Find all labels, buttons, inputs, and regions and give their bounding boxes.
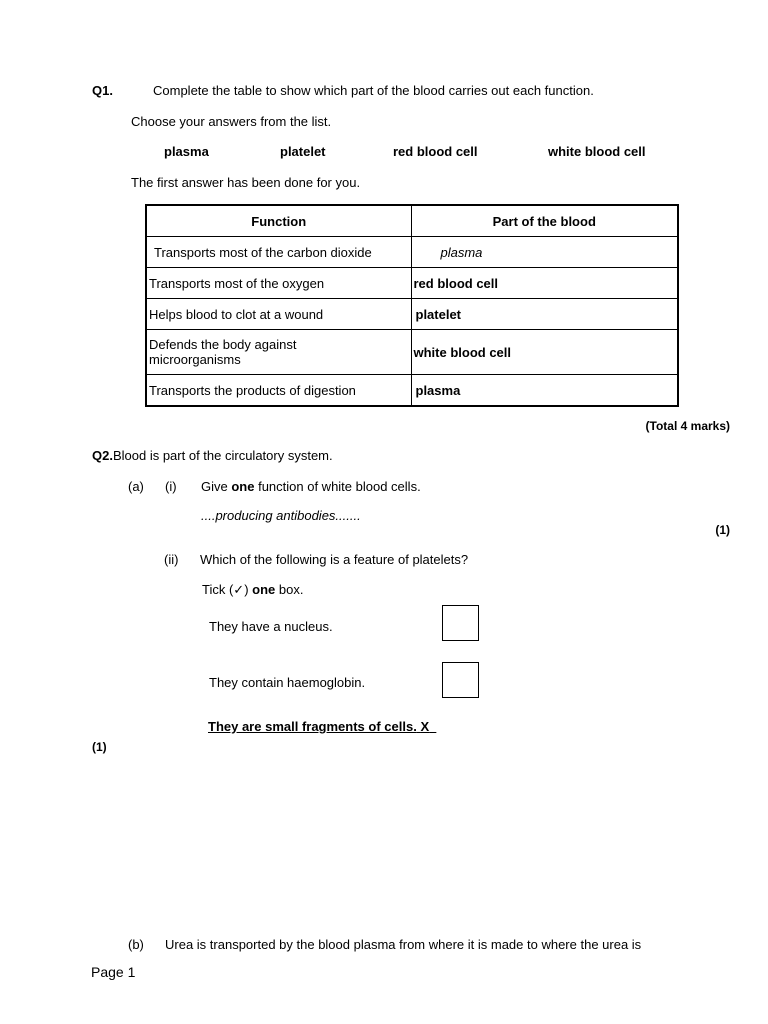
function-cell: Helps blood to clot at a wound (146, 299, 411, 330)
option-white-blood-cell: white blood cell (548, 144, 646, 159)
part-b-label: (b) (128, 937, 144, 952)
choice-nucleus: They have a nucleus. (209, 619, 333, 634)
q1-number: Q1. (92, 83, 113, 98)
function-table (145, 204, 679, 407)
checkmark-icon: ✓ (233, 583, 245, 598)
table-row (146, 375, 678, 407)
tick-box-haemoglobin[interactable] (442, 662, 479, 698)
function-cell: Defends the body against microorganisms (146, 330, 411, 375)
part-cell[interactable]: platelet (411, 299, 678, 330)
part-i-mark: (1) (715, 523, 730, 537)
table-header-row (146, 205, 678, 237)
part-cell[interactable]: white blood cell (411, 330, 678, 375)
q1-first-done-note: The first answer has been done for you. (131, 175, 361, 190)
option-plasma: plasma (164, 144, 209, 159)
table-row (146, 299, 678, 330)
header-part-of-blood: Part of the blood (411, 205, 678, 237)
selected-mark[interactable]: X (420, 719, 430, 734)
q1-prompt: Complete the table to show which part of the blood carries out each function. (153, 83, 594, 98)
page-number: Page 1 (91, 964, 136, 980)
part-ii-label: (ii) (164, 552, 179, 567)
option-platelet: platelet (280, 144, 326, 159)
table-row (146, 268, 678, 299)
header-function: Function (146, 205, 411, 237)
function-cell: Transports most of the oxygen (146, 268, 411, 299)
q2-intro: Blood is part of the circulatory system. (112, 448, 333, 463)
part-a-label: (a) (128, 479, 144, 494)
table-row (146, 237, 678, 268)
tick-box-nucleus[interactable] (442, 605, 479, 641)
choice-small-fragments: They are small fragments of cells. (208, 719, 417, 734)
tick-instruction: Tick (✓) one box. (202, 582, 304, 598)
part-i-question: Give one function of white blood cells. (201, 479, 421, 494)
part-i-label: (i) (165, 479, 177, 494)
table-row (146, 330, 678, 375)
function-cell: Transports most of the carbon dioxide (146, 237, 411, 268)
part-cell[interactable]: plasma (411, 237, 678, 268)
choice-haemoglobin: They contain haemoglobin. (209, 675, 366, 690)
q1-choose-instruction: Choose your answers from the list. (131, 114, 332, 129)
part-cell[interactable]: plasma (411, 375, 678, 407)
selected-choice-line (208, 719, 436, 734)
part-ii-mark: (1) (92, 740, 107, 754)
function-cell: Transports the products of digestion (146, 375, 411, 407)
option-red-blood-cell: red blood cell (393, 144, 478, 159)
q2-heading (92, 448, 333, 463)
part-ii-question: Which of the following is a feature of platelets? (200, 552, 469, 567)
part-b-text: Urea is transported by the blood plasma from where it is made to where the urea is (165, 937, 642, 952)
q1-total-marks: (Total 4 marks) (645, 419, 730, 433)
q2-number: Q2. (92, 448, 113, 463)
part-i-answer[interactable]: ....producing antibodies....... (201, 508, 361, 523)
part-cell[interactable]: red blood cell (411, 268, 678, 299)
